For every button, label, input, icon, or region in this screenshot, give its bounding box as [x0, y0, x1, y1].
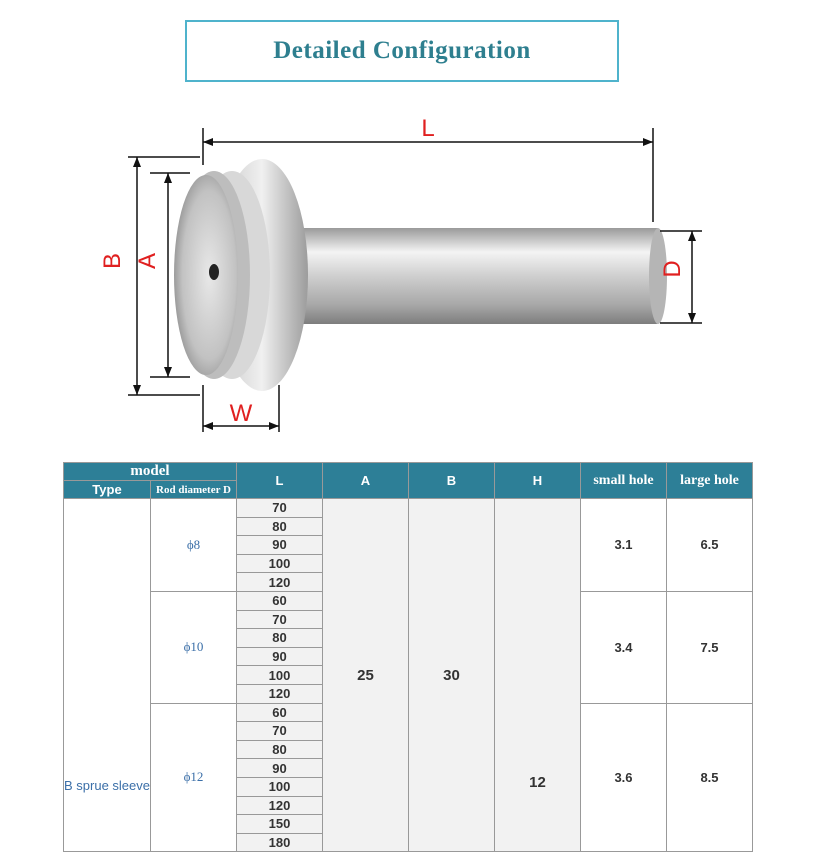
type-header: Type [64, 481, 151, 499]
L-value-cell: 120 [237, 573, 323, 592]
L-header: L [237, 463, 323, 499]
H-header: H [495, 463, 581, 499]
small-hole-cell: 3.6 [581, 703, 667, 852]
large-hole-header: large hole [667, 463, 753, 499]
sprue-sleeve-diagram [0, 95, 825, 445]
title-box [185, 20, 619, 82]
rod-diameter-header: Rod diameter D [151, 481, 237, 499]
dim-label-D: D [659, 260, 686, 278]
large-hole-cell: 8.5 [667, 703, 753, 852]
model-header: model [64, 463, 237, 481]
L-value-cell: 120 [237, 684, 323, 703]
rod-diameter-cell: ϕ12 [151, 703, 237, 852]
L-value-cell: 180 [237, 833, 323, 852]
B-value-cell: 30 [409, 499, 495, 852]
A-header: A [323, 463, 409, 499]
type-cell: B sprue sleeve [64, 499, 151, 852]
page-title: Detailed Configuration [273, 37, 531, 64]
large-hole-cell: 7.5 [667, 591, 753, 703]
L-value-cell: 90 [237, 759, 323, 778]
small-hole-header: small hole [581, 463, 667, 499]
rod-shape [290, 228, 658, 324]
L-value-cell: 80 [237, 517, 323, 536]
rod-diameter-cell: ϕ8 [151, 499, 237, 592]
L-value-cell: 70 [237, 610, 323, 629]
rod-diameter-cell: ϕ10 [151, 591, 237, 703]
L-value-cell: 100 [237, 666, 323, 685]
L-value-cell: 80 [237, 740, 323, 759]
A-value-cell: 25 [323, 499, 409, 852]
L-value-cell: 70 [237, 499, 323, 518]
L-value-cell: 100 [237, 554, 323, 573]
L-value-cell: 80 [237, 629, 323, 648]
L-value-cell: 150 [237, 815, 323, 834]
L-value-cell: 60 [237, 703, 323, 722]
dim-label-L: L [421, 115, 435, 142]
spec-table [63, 462, 753, 852]
B-header: B [409, 463, 495, 499]
large-hole-cell: 6.5 [667, 499, 753, 592]
small-hole-cell: 3.1 [581, 499, 667, 592]
L-value-cell: 90 [237, 647, 323, 666]
dim-label-B: B [99, 252, 126, 270]
L-value-cell: 90 [237, 536, 323, 555]
small-hole-cell: 3.4 [581, 591, 667, 703]
dim-label-W: W [229, 400, 253, 427]
H-value-cell: 12 [495, 499, 581, 852]
dim-label-A: A [134, 252, 161, 270]
L-value-cell: 120 [237, 796, 323, 815]
L-value-cell: 70 [237, 722, 323, 741]
head-face [174, 175, 238, 375]
L-value-cell: 60 [237, 591, 323, 610]
L-value-cell: 100 [237, 777, 323, 796]
sprue-hole [209, 264, 219, 280]
